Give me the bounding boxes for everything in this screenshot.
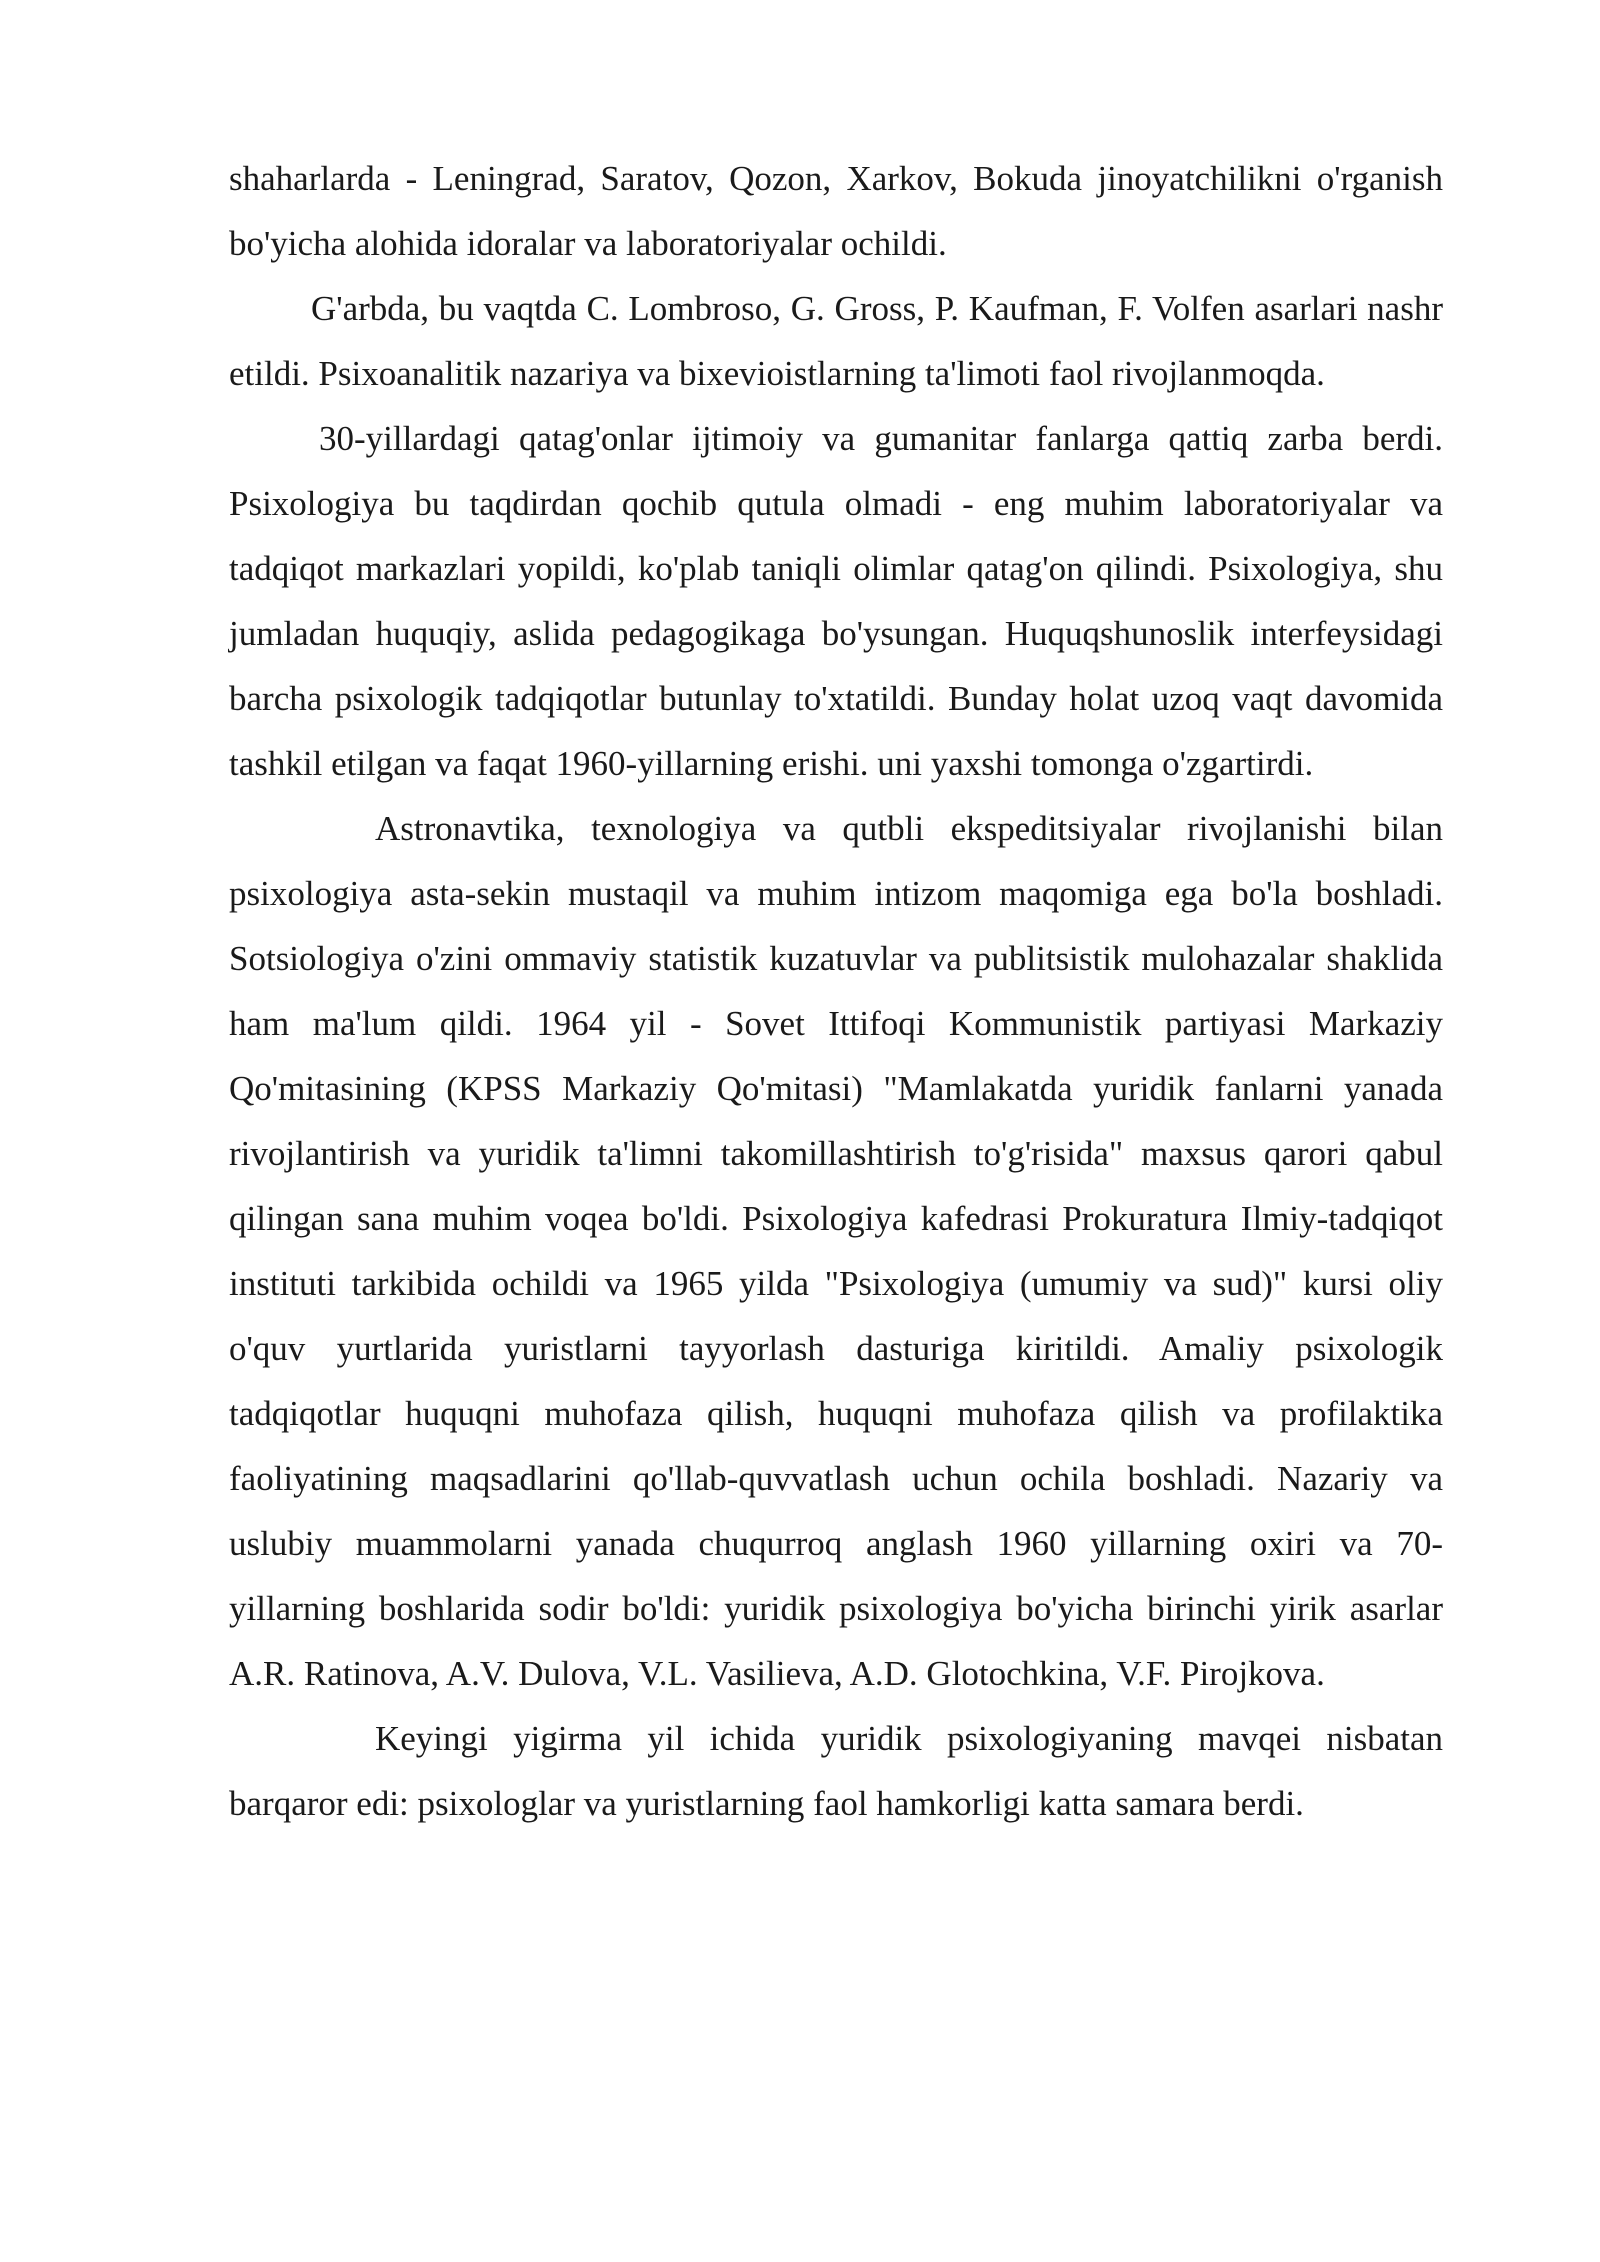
paragraph-3: 30-yillardagi qatag'onlar ijtimoiy va gumanitar fanlarga qattiq zarba berdi. Psixologiya bu taqdirdan qochib qutula olmadi - eng muhim laboratoriyalar va tadqiqot markazlari yopildi, ko'plab taniqli olimlar qatag'on qilindi. Psixologiya, shu jumladan huquqiy, aslida pedagogikaga bo'ysungan. Huquqshunoslik interfeysidagi barcha psixologik tadqiqotlar butunlay to'xtatildi. Bunday holat uzoq vaqt davomida tashkil etilgan va faqat 1960-yillarning erishi. uni yaxshi tomonga o'zgartirdi. [229,419,1443,783]
document-page [229,146,1443,1836]
paragraph-2: G'arbda, bu vaqtda C. Lombroso, G. Gross, P. Kaufman, F. Volfen asarlari nashr etildi. Psixoanalitik nazariya va bixevioistlarning ta'limoti faol rivojlanmoqda. [229,289,1443,393]
paragraph-5: Keyingi yigirma yil ichida yuridik psixologiyaning mavqei nisbatan barqaror edi: psixologlar va yuristlarning faol hamkorligi katta samara berdi. [229,1719,1443,1823]
paragraph-1: shaharlarda - Leningrad, Saratov, Qozon, Xarkov, Bokuda jinoyatchilikni o'rganish bo'yicha alohida idoralar va laboratoriyalar ochildi. [229,159,1443,263]
paragraph-4: Astronavtika, texnologiya va qutbli ekspeditsiyalar rivojlanishi bilan psixologiya asta-sekin mustaqil va muhim intizom maqomiga ega bo'la boshladi. Sotsiologiya o'zini ommaviy statistik kuzatuvlar va publitsistik mulohazalar shaklida ham ma'lum qildi. 1964 yil - Sovet Ittifoqi Kommunistik partiyasi Markaziy Qo'mitasining (KPSS Markaziy Qo'mitasi) "Mamlakatda yuridik fanlarni yanada rivojlantirish va yuridik ta'limni takomillashtirish to'g'risida" maxsus qarori qabul qilingan sana muhim voqea bo'ldi. Psixologiya kafedrasi Prokuratura Ilmiy-tadqiqot instituti tarkibida ochildi va 1965 yilda "Psixologiya (umumiy va sud)" kursi oliy o'quv yurtlarida yuristlarni tayyorlash dasturiga kiritildi. Amaliy psixologik tadqiqotlar huquqni muhofaza qilish, huquqni muhofaza qilish va profilaktika faoliyatining maqsadlarini qo'llab-quvvatlash uchun ochila boshladi. Nazariy va uslubiy muammolarni yanada chuqurroq anglash 1960 yillarning oxiri va 70-yillarning boshlarida sodir bo'ldi: yuridik psixologiya bo'yicha birinchi yirik asarlar A.R. Ratinova, A.V. Dulova, V.L. Vasilieva, A.D. Glotochkina, V.F. Pirojkova. [229,809,1443,1693]
